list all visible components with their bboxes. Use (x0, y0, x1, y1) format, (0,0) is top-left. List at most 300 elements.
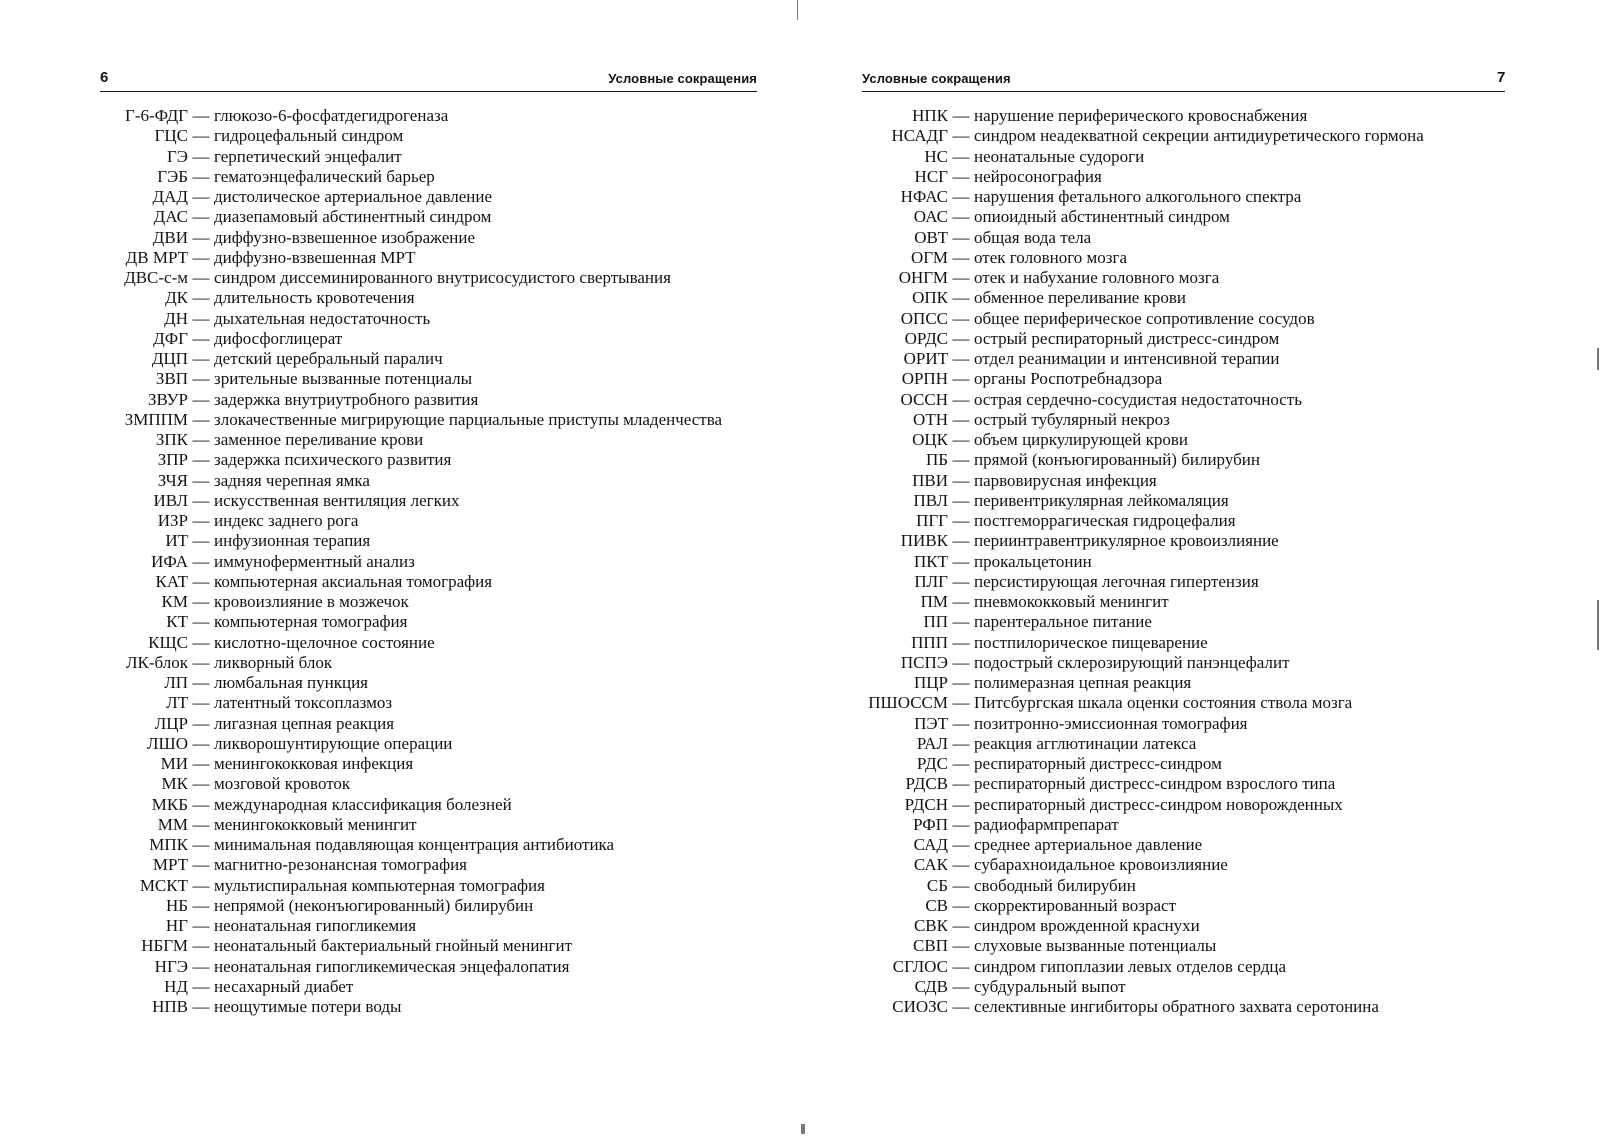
dash-separator: — (192, 713, 210, 733)
dash-separator: — (952, 450, 970, 470)
definition: мультиспиральная компьютерная томография (214, 875, 545, 895)
abbreviation-entry (848, 612, 1424, 632)
definition: компьютерная аксиальная томография (214, 571, 493, 591)
abbreviation: ОТН (913, 409, 948, 429)
abbreviation: ОПСС (900, 308, 948, 328)
dash-separator: — (952, 531, 970, 551)
definition: индекс заднего рога (214, 511, 359, 530)
definition: синдром врожденной краснухи (974, 916, 1200, 935)
abbreviation: РДСН (904, 794, 948, 814)
abbreviation-entry (100, 531, 722, 551)
abbreviation-entry (848, 491, 1424, 511)
abbreviation: ИФА (151, 551, 188, 571)
abbreviation-entry (848, 936, 1424, 956)
dash-separator: — (192, 551, 210, 571)
abbreviation: ЗПР (157, 450, 188, 470)
dash-separator: — (192, 855, 210, 875)
dash-separator: — (192, 450, 210, 470)
abbreviation-entry (848, 126, 1424, 146)
abbreviation-entry (100, 248, 722, 268)
abbreviation: СДВ (914, 976, 948, 996)
abbreviation-entry (100, 774, 722, 794)
definition: реакция агглютинации латекса (974, 733, 1197, 753)
definition: злокачественные мигрирующие парциальные приступы младенчества (214, 409, 723, 429)
definition: задержка внутриутробного развития (214, 389, 479, 409)
definition: дыхательная недостаточность (214, 308, 431, 328)
abbreviation-entry (100, 936, 722, 956)
dash-separator: — (952, 328, 970, 348)
abbreviation-entry (100, 288, 722, 308)
abbreviation: НПВ (152, 997, 188, 1016)
dash-separator: — (952, 713, 970, 733)
dash-separator: — (952, 956, 970, 976)
abbreviation-entry (100, 167, 722, 187)
dash-separator: — (952, 470, 970, 490)
abbreviation: НСАДГ (891, 126, 948, 146)
abbreviation: СВК (913, 916, 948, 935)
definition: кислотно-щелочное состояние (214, 632, 435, 652)
dash-separator: — (952, 733, 970, 753)
abbreviation-entry (100, 329, 722, 349)
abbreviation: ДВИ (152, 227, 188, 247)
abbreviation-entry (848, 795, 1424, 815)
scan-mark-bottom (801, 1124, 805, 1134)
dash-separator: — (192, 956, 210, 976)
definition: зрительные вызванные потенциалы (214, 369, 473, 389)
dash-separator: — (952, 106, 970, 125)
abbreviation: ОНГМ (898, 268, 948, 287)
abbreviation: ОГМ (911, 247, 948, 267)
definition: позитронно-эмиссионная томография (974, 713, 1248, 733)
definition: субарахноидальное кровоизлияние (974, 855, 1228, 875)
abbreviation: ДАД (152, 187, 188, 206)
definition: гематоэнцефалический барьер (214, 166, 435, 186)
abbreviation-entry (100, 612, 722, 632)
definition: персистирующая легочная гипертензия (974, 571, 1259, 591)
abbreviation-entry (848, 734, 1424, 754)
abbreviation: ДН (164, 308, 188, 328)
dash-separator: — (192, 369, 210, 389)
definition: лигазная цепная реакция (214, 713, 395, 733)
dash-separator: — (192, 673, 210, 692)
definition: гидроцефальный синдром (214, 126, 404, 146)
abbreviation: НГ (165, 916, 188, 935)
abbreviation: СБ (926, 875, 948, 895)
dash-separator: — (192, 814, 210, 834)
dash-separator: — (192, 936, 210, 956)
abbreviation: СВ (925, 895, 948, 915)
abbreviation: ПЛГ (914, 571, 948, 591)
abbreviation: МИ (160, 754, 188, 773)
definition: общая вода тела (974, 227, 1092, 247)
abbreviation-entry (848, 147, 1424, 167)
abbreviation: ЗВП (155, 369, 188, 389)
abbreviation-entry (100, 754, 722, 774)
definition: ликворный блок (214, 652, 333, 672)
dash-separator: — (192, 511, 210, 530)
abbreviation-entry (848, 693, 1424, 713)
abbreviation: ДВС-с-м (124, 268, 188, 287)
abbreviation-entry (100, 106, 722, 126)
dash-separator: — (952, 875, 970, 895)
definition: менингококковый менингит (214, 814, 417, 834)
scan-mark-right-2 (1597, 600, 1599, 650)
dash-separator: — (952, 936, 970, 956)
abbreviation: МПК (149, 835, 188, 854)
dash-separator: — (952, 774, 970, 794)
definition: прокальцетонин (974, 551, 1092, 571)
abbreviation-entry (100, 795, 722, 815)
abbreviation-entry (848, 369, 1424, 389)
abbreviation: ЗЧЯ (157, 470, 188, 490)
abbreviation-entry (100, 511, 722, 531)
dash-separator: — (192, 207, 210, 227)
definition: свободный билирубин (974, 875, 1136, 895)
scan-mark-right-1 (1597, 348, 1599, 370)
abbreviation-entry (848, 390, 1424, 410)
definition: задняя черепная ямка (214, 470, 370, 490)
abbreviation-entry (848, 288, 1424, 308)
dash-separator: — (192, 349, 210, 368)
definition: нейросонография (974, 166, 1102, 186)
abbreviation: ОВТ (914, 227, 948, 247)
definition: субдуральный выпот (974, 976, 1126, 996)
dash-separator: — (952, 814, 970, 834)
abbreviation-entry (100, 977, 722, 997)
dash-separator: — (952, 592, 970, 611)
abbreviation-entry (100, 693, 722, 713)
dash-separator: — (192, 895, 210, 915)
abbreviation: ЛК-блок (126, 652, 188, 672)
definition: мозговой кровоток (214, 774, 351, 794)
dash-separator: — (192, 531, 210, 551)
abbreviation-entry (848, 248, 1424, 268)
abbreviation: ЗПК (155, 430, 188, 449)
abbreviation-entry (848, 430, 1424, 450)
abbreviation-entry (848, 714, 1424, 734)
dash-separator: — (192, 652, 210, 672)
abbreviation: РАЛ (916, 733, 948, 753)
abbreviation-entry (100, 450, 722, 470)
abbreviation: СВП (913, 936, 948, 956)
abbreviation: ИВЛ (153, 490, 188, 510)
abbreviation: НГЭ (154, 956, 188, 976)
abbreviation-entry (848, 633, 1424, 653)
definition: заменное переливание крови (214, 430, 424, 449)
definition: глюкозо-6-фосфатдегидрогеназа (214, 106, 449, 125)
definition: герпетический энцефалит (214, 146, 402, 166)
definition: задержка психического развития (214, 450, 452, 470)
abbreviation-entry (848, 268, 1424, 288)
dash-separator: — (952, 673, 970, 692)
dash-separator: — (952, 632, 970, 652)
definition: прямой (конъюгированный) билирубин (974, 450, 1260, 470)
abbreviation: ОРИТ (903, 349, 948, 368)
abbreviation: ПП (923, 612, 948, 632)
abbreviation-entry (100, 147, 722, 167)
abbreviation: НД (164, 976, 188, 996)
definition: магнитно-резонансная томография (214, 855, 467, 875)
definition: отек и набухание головного мозга (974, 268, 1220, 287)
dash-separator: — (952, 126, 970, 146)
abbreviation-entry (100, 734, 722, 754)
abbreviation: НФАС (900, 187, 948, 206)
dash-separator: — (952, 855, 970, 875)
header-rule-right (862, 91, 1505, 92)
abbreviation-entry (848, 410, 1424, 430)
abbreviation-entry (848, 916, 1424, 936)
definition: объем циркулирующей крови (974, 430, 1188, 449)
abbreviation-entry (100, 997, 722, 1017)
dash-separator: — (192, 187, 210, 206)
running-head-left: Условные сокращения (608, 71, 757, 86)
abbreviation: ПБ (925, 450, 948, 470)
abbreviation-entry (100, 855, 722, 875)
definition: непрямой (неконъюгированный) билирубин (214, 895, 534, 915)
dash-separator: — (192, 247, 210, 267)
abbreviation-entry (100, 815, 722, 835)
dash-separator: — (952, 997, 970, 1016)
definition: диффузно-взвешенная МРТ (214, 247, 416, 267)
abbreviation-entry (848, 207, 1424, 227)
definition: диазепамовый абстинентный синдром (214, 207, 492, 227)
dash-separator: — (192, 227, 210, 247)
dash-separator: — (952, 146, 970, 166)
abbreviation: ПВЛ (913, 490, 948, 510)
dash-separator: — (192, 389, 210, 409)
abbreviation-entry (100, 268, 722, 288)
definition: инфузионная терапия (214, 531, 371, 551)
abbreviation: МРТ (152, 855, 188, 875)
abbreviation: ИТ (165, 531, 188, 551)
dash-separator: — (952, 349, 970, 368)
abbreviation-entry (848, 531, 1424, 551)
abbreviation-entry (100, 309, 722, 329)
definition: дистолическое артериальное давление (214, 187, 493, 206)
abbreviation-entry (100, 835, 722, 855)
page-number-left: 6 (100, 69, 109, 86)
abbreviation: РДСВ (905, 774, 948, 794)
abbreviation-entry (848, 673, 1424, 693)
abbreviation-entry (100, 369, 722, 389)
definition: парентеральное питание (974, 612, 1152, 632)
abbreviation-entry (848, 876, 1424, 896)
dash-separator: — (952, 916, 970, 935)
abbreviation: НС (924, 146, 948, 166)
abbreviation: ПСПЭ (900, 652, 948, 672)
abbreviation: ЗМППМ (124, 409, 188, 429)
abbreviation-entry (100, 207, 722, 227)
abbreviation-entry (100, 228, 722, 248)
abbreviation: ГЭ (166, 146, 188, 166)
definition: ликворошунтирующие операции (214, 733, 453, 753)
dash-separator: — (952, 490, 970, 510)
abbreviation-entry (848, 450, 1424, 470)
dash-separator: — (952, 227, 970, 247)
abbreviation: ДАС (153, 207, 188, 227)
definition: органы Роспотребнадзора (974, 369, 1163, 389)
dash-separator: — (192, 308, 210, 328)
definition: отек головного мозга (974, 247, 1127, 267)
dash-separator: — (952, 187, 970, 206)
definition: латентный токсоплазмоз (214, 693, 393, 713)
abbreviation-entry (100, 572, 722, 592)
abbreviation: ЗВУР (148, 389, 188, 409)
dash-separator: — (952, 207, 970, 227)
definition: полимеразная цепная реакция (974, 673, 1192, 692)
dash-separator: — (192, 794, 210, 814)
dash-separator: — (192, 490, 210, 510)
abbreviation: ГЭБ (157, 166, 188, 186)
definition: неощутимые потери воды (214, 997, 402, 1016)
definition: неонатальная гипогликемическая энцефалопатия (214, 956, 570, 976)
dash-separator: — (952, 754, 970, 773)
dash-separator: — (192, 835, 210, 854)
dash-separator: — (952, 389, 970, 409)
abbreviation-entry (848, 896, 1424, 916)
abbreviation: ПВИ (912, 470, 948, 490)
definition: респираторный дистресс-синдром новорожденных (974, 794, 1343, 814)
definition: скорректированный возраст (974, 895, 1177, 915)
definition: общее периферическое сопротивление сосудов (974, 308, 1315, 328)
definition: синдром диссеминированного внутрисосудистого свертывания (214, 268, 671, 287)
definition: перивентрикулярная лейкомаляция (974, 490, 1229, 510)
abbreviation-entry (100, 957, 722, 977)
abbreviation: САК (913, 855, 948, 875)
abbreviation: МК (161, 774, 188, 794)
dash-separator: — (952, 369, 970, 389)
definition: Питсбургская шкала оценки состояния ствола мозга (974, 693, 1353, 713)
abbreviation-entry (848, 835, 1424, 855)
definition: среднее артериальное давление (974, 835, 1203, 854)
abbreviation: ПГГ (916, 511, 948, 530)
dash-separator: — (192, 106, 210, 125)
abbreviation-list-left (100, 106, 722, 1017)
dash-separator: — (952, 794, 970, 814)
abbreviation-entry (100, 491, 722, 511)
abbreviation-entry (100, 592, 722, 612)
abbreviation: КАТ (155, 571, 188, 591)
abbreviation: КМ (161, 592, 188, 611)
definition: опиоидный абстинентный синдром (974, 207, 1230, 227)
abbreviation-entry (100, 916, 722, 936)
dash-separator: — (952, 511, 970, 530)
abbreviation: ЛП (164, 673, 188, 692)
abbreviation-entry (848, 754, 1424, 774)
definition: периинтравентрикулярное кровоизлияние (974, 531, 1279, 551)
dash-separator: — (192, 126, 210, 146)
dash-separator: — (952, 268, 970, 287)
definition: детский церебральный паралич (214, 349, 443, 368)
abbreviation-entry (848, 815, 1424, 835)
dash-separator: — (192, 632, 210, 652)
definition: неонатальная гипогликемия (214, 916, 417, 935)
dash-separator: — (192, 774, 210, 794)
abbreviation: ПИВК (900, 531, 948, 551)
dash-separator: — (952, 551, 970, 571)
definition: международная классификация болезней (214, 794, 512, 814)
abbreviation: САД (913, 835, 948, 854)
dash-separator: — (192, 328, 210, 348)
abbreviation: ММ (157, 814, 188, 834)
abbreviation-entry (100, 126, 722, 146)
dash-separator: — (192, 997, 210, 1016)
abbreviation: ОАС (913, 207, 948, 227)
abbreviation: КТ (166, 612, 188, 632)
dash-separator: — (192, 733, 210, 753)
definition: острая сердечно-сосудистая недостаточность (974, 389, 1302, 409)
abbreviation-entry (848, 997, 1424, 1017)
dash-separator: — (192, 754, 210, 773)
dash-separator: — (192, 409, 210, 429)
dash-separator: — (952, 288, 970, 308)
abbreviation: ПШОССМ (868, 693, 948, 713)
abbreviation-entry (100, 410, 722, 430)
dash-separator: — (192, 612, 210, 632)
abbreviation: РДС (916, 754, 948, 773)
definition: дифосфоглицерат (214, 328, 343, 348)
abbreviation: ПКТ (914, 551, 948, 571)
abbreviation: РФП (913, 814, 948, 834)
abbreviation: ДЦП (151, 349, 188, 368)
definition: минимальная подавляющая концентрация антибиотика (214, 835, 615, 854)
abbreviation: ЛШО (147, 733, 188, 753)
definition: постгеморрагическая гидроцефалия (974, 511, 1236, 530)
definition: несахарный диабет (214, 976, 354, 996)
dash-separator: — (952, 571, 970, 591)
definition: селективные ингибиторы обратного захвата серотонина (974, 997, 1379, 1016)
dash-separator: — (192, 592, 210, 611)
dash-separator: — (952, 430, 970, 449)
abbreviation: ОЦК (912, 430, 948, 449)
abbreviation-entry (848, 592, 1424, 612)
abbreviation-entry (848, 106, 1424, 126)
abbreviation-entry (848, 572, 1424, 592)
abbreviation-entry (100, 633, 722, 653)
abbreviation: Г-6-ФДГ (124, 106, 188, 125)
dash-separator: — (952, 976, 970, 996)
abbreviation: НБ (165, 895, 188, 915)
dash-separator: — (952, 409, 970, 429)
abbreviation: ОССН (900, 389, 948, 409)
running-head-right: Условные сокращения (862, 71, 1011, 86)
abbreviation-entry (100, 714, 722, 734)
dash-separator: — (192, 916, 210, 935)
scan-mark-top (797, 0, 798, 20)
abbreviation: ПЦР (913, 673, 948, 692)
abbreviation: ДВ МРТ (125, 247, 188, 267)
definition: менингококковая инфекция (214, 754, 414, 773)
abbreviation-entry (848, 855, 1424, 875)
definition: отдел реанимации и интенсивной терапии (974, 349, 1280, 368)
abbreviation: СИОЗС (892, 997, 948, 1016)
dash-separator: — (192, 146, 210, 166)
abbreviation-entry (848, 957, 1424, 977)
definition: диффузно-взвешенное изображение (214, 227, 475, 247)
definition: неонатальные судороги (974, 146, 1145, 166)
abbreviation: ЛТ (166, 693, 188, 713)
dash-separator: — (952, 693, 970, 713)
dash-separator: — (952, 835, 970, 854)
abbreviation-entry (100, 673, 722, 693)
dash-separator: — (192, 693, 210, 713)
abbreviation-list-right (848, 106, 1424, 1017)
abbreviation: ИЗР (157, 511, 188, 530)
dash-separator: — (952, 308, 970, 328)
dash-separator: — (192, 976, 210, 996)
dash-separator: — (192, 470, 210, 490)
definition: синдром гипоплазии левых отделов сердца (974, 956, 1287, 976)
